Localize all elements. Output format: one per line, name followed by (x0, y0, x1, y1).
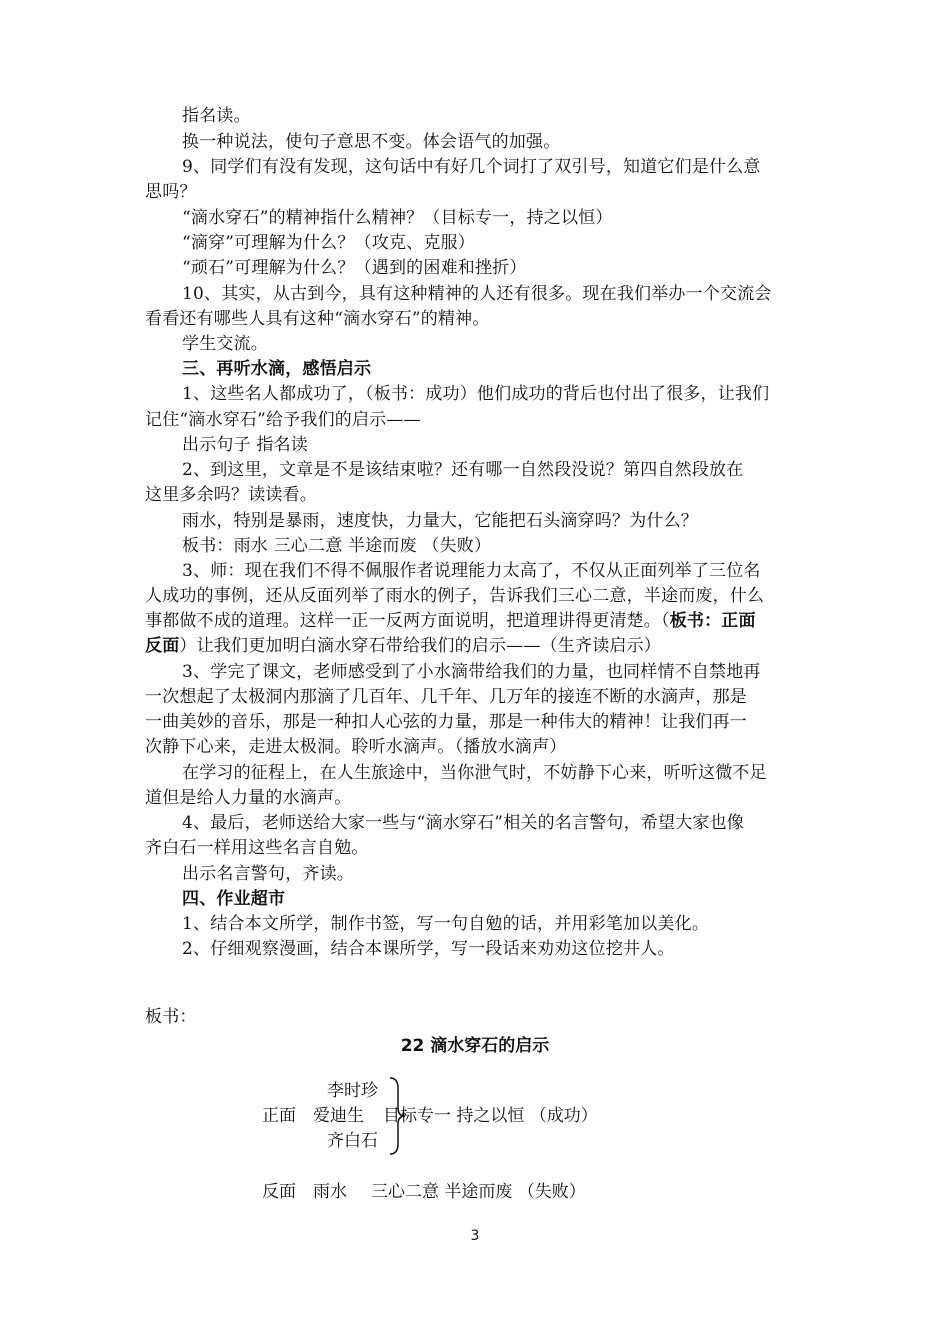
paragraph-continuation: 思吗？ (145, 182, 197, 202)
board-positive-text: 目标专一 持之以恒 （成功） (383, 1106, 598, 1126)
paragraph-continuation: 记住“滴水穿石”给予我们的启示—— (145, 410, 421, 430)
bold-text-run: 反面 (145, 636, 180, 656)
paragraph: 2、仔细观察漫画，结合本课所学，写一段话来劝劝这位挖井人。 (182, 939, 675, 959)
paragraph: 在学习的征程上，在人生旅途中，当你泄气时，不妨静下心来，听听这微不足 (182, 763, 767, 783)
board-name-li-shizhen: 李时珍 (327, 1081, 378, 1101)
paragraph: 学生交流。 (182, 334, 268, 354)
paragraph: 1、这些名人都成功了，（板书：成功）他们成功的背后也付出了很多，让我们 (182, 384, 770, 404)
paragraph: 3、学完了课文，老师感受到了小水滴带给我们的力量，也同样情不自禁地再 (182, 662, 761, 682)
board-name-qi-baishi: 齐白石 (327, 1131, 378, 1151)
paragraph: 1、结合本文所学，制作书签，写一句自勉的话，并用彩笔加以美化。 (182, 914, 710, 934)
paragraph-continuation: 齐白石一样用这些名言自勉。 (145, 838, 369, 858)
board-name-edison: 爱迪生 (313, 1106, 364, 1126)
paragraph-continuation: 一次想起了太极洞内那滴了几百年、几千年、几万年的接连不断的水滴声，那是 (145, 687, 747, 707)
bold-text-run: 板书：正面 (669, 611, 756, 631)
paragraph: “滴穿”可理解为什么？（攻克、克服） (182, 233, 475, 253)
paragraph-continuation: 看看还有哪些人具有这种“滴水穿石”的精神。 (145, 309, 490, 329)
page-number: 3 (470, 1228, 480, 1244)
text-run: 事都做不成的道理。这样一正一反两方面说明，把道理讲得更清楚。（ (145, 611, 670, 631)
paragraph: “顽石”可理解为什么？（遇到的困难和挫折） (182, 258, 527, 278)
paragraph: 雨水，特别是暴雨，速度快，力量大，它能把石头滴穿吗？为什么？ (182, 511, 698, 531)
text-run: ）让我们更加明白滴水穿石带给我们的启示——（生齐读启示） (179, 636, 662, 656)
paragraph: 板书：雨水 三心二意 半途而废 （失败） (182, 536, 492, 556)
paragraph: 4、最后，老师送给大家一些与“滴水穿石”相关的名言警句，希望大家也像 (182, 813, 744, 833)
paragraph: “滴水穿石”的精神指什么精神？（目标专一，持之以恒） (182, 208, 613, 228)
paragraph-continuation (145, 609, 825, 633)
board-negative-text: 三心二意 半途而废 （失败） (371, 1182, 586, 1202)
paragraph: 10、其实，从古到今，具有这种精神的人还有很多。现在我们举办一个交流会 (182, 284, 772, 304)
paragraph-continuation: 人成功的事例，还从反面列举了雨水的例子，告诉我们三心二意，半途而废，什么 (145, 586, 765, 606)
board-label: 板书： (145, 1007, 197, 1027)
paragraph: 出示句子 指名读 (182, 435, 309, 455)
paragraph-continuation: 这里多余吗？读读看。 (145, 485, 317, 505)
paragraph-continuation (145, 634, 825, 658)
board-zhengmian: 正面 (262, 1106, 296, 1126)
paragraph-continuation: 道但是给人力量的水滴声。 (145, 788, 352, 808)
paragraph: 换一种说法，使句子意思不变。体会语气的加强。 (182, 132, 561, 152)
paragraph: 指名读。 (182, 106, 251, 126)
section-heading: 三、再听水滴，感悟启示 (182, 359, 372, 379)
board-title: 22 滴水穿石的启示 (400, 1036, 550, 1056)
paragraph: 3、师：现在我们不得不佩服作者说理能力太高了，不仅从正面列举了三位名 (182, 561, 761, 581)
paragraph-continuation: 次静下心来，走进太极洞。聆听水滴声。（播放水滴声） (145, 737, 567, 757)
paragraph-continuation: 一曲美妙的音乐，那是一种扣人心弦的力量，那是一种伟大的精神！让我们再一 (145, 712, 747, 732)
board-fanmian: 反面 (262, 1182, 296, 1202)
section-heading: 四、作业超市 (182, 889, 286, 909)
board-yushui: 雨水 (313, 1182, 347, 1202)
right-brace-icon (388, 1076, 408, 1156)
paragraph: 9、同学们有没有发现，这句话中有好几个词打了双引号，知道它们是什么意 (182, 157, 761, 177)
paragraph: 2、到这里，文章是不是该结束啦？还有哪一自然段没说？第四自然段放在 (182, 460, 744, 480)
paragraph: 出示名言警句，齐读。 (182, 864, 354, 884)
